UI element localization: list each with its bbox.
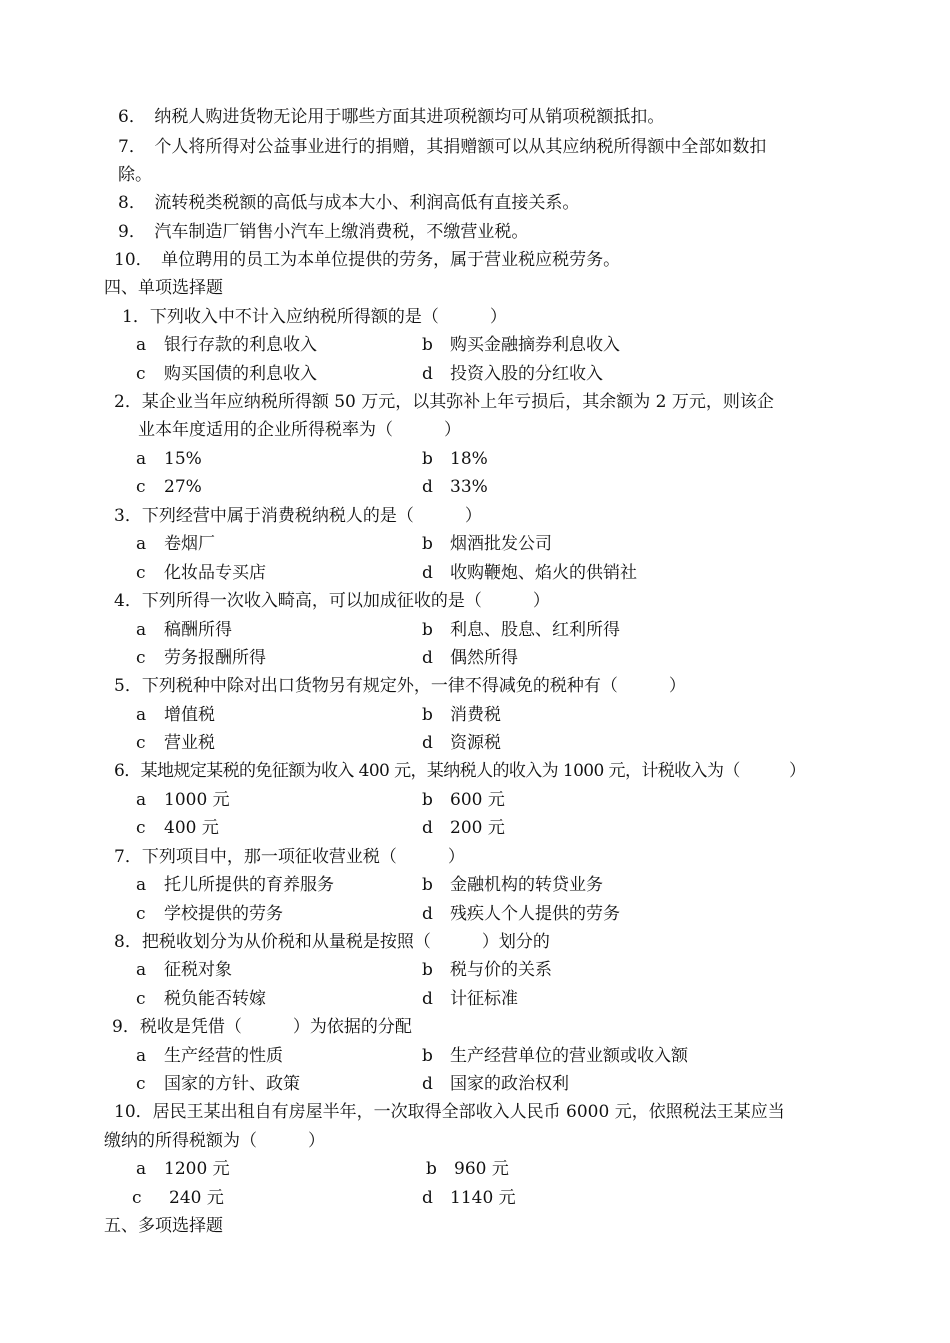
- option-d: d 200 元: [422, 818, 505, 838]
- option-d: d 残疾人个人提供的劳务: [422, 904, 620, 924]
- question-10: 10．居民王某出租自有房屋半年，一次取得全部收入人民币 6000 元，依照税法王某应当: [114, 1102, 785, 1122]
- question-3: 3．下列经营中属于消费税纳税人的是（ ）: [114, 506, 482, 526]
- option-d: d 1140 元: [422, 1188, 516, 1208]
- option-b: b 金融机构的转贷业务: [422, 875, 603, 895]
- option-c: c 化妆品专买店: [136, 563, 266, 583]
- question-2: 2．某企业当年应纳税所得额 50 万元，以其弥补上年亏损后，其余额为 2 万元，则该企: [114, 392, 774, 412]
- option-c: c 国家的方针、政策: [136, 1074, 300, 1094]
- option-a: a 稿酬所得: [136, 620, 232, 640]
- option-a: a 1200 元: [136, 1159, 230, 1179]
- option-d: d 收购鞭炮、焰火的供销社: [422, 563, 637, 583]
- option-c: c 240 元: [132, 1188, 224, 1208]
- option-c: c 劳务报酬所得: [136, 648, 266, 668]
- judgment-item-10: 10． 单位聘用的员工为本单位提供的劳务，属于营业税应税劳务。: [114, 250, 621, 270]
- option-c: c 营业税: [136, 733, 215, 753]
- option-d: d 资源税: [422, 733, 501, 753]
- judgment-item-7-continued: 除。: [118, 165, 152, 185]
- question-2-continued: 业本年度适用的企业所得税率为（ ）: [138, 420, 461, 440]
- question-6: 6．某地规定某税的免征额为收入 400 元，某纳税人的收入为 1000 元，计税收入为（ ）: [114, 761, 806, 781]
- option-d: d 计征标准: [422, 989, 518, 1009]
- question-7: 7．下列项目中，那一项征收营业税（ ）: [114, 847, 465, 867]
- option-c: c 学校提供的劳务: [136, 904, 283, 924]
- option-d: d 国家的政治权利: [422, 1074, 569, 1094]
- question-10-continued: 缴纳的所得税额为（ ）: [104, 1131, 325, 1151]
- option-b: b 烟酒批发公司: [422, 534, 552, 554]
- option-b: b 税与价的关系: [422, 960, 552, 980]
- option-a: a 托儿所提供的育养服务: [136, 875, 334, 895]
- option-c: c 27%: [136, 477, 202, 497]
- question-5: 5．下列税种中除对出口货物另有规定外，一律不得减免的税种有（ ）: [114, 676, 686, 696]
- question-4: 4．下列所得一次收入畸高，可以加成征收的是（ ）: [114, 591, 550, 611]
- option-c: c 400 元: [136, 818, 219, 838]
- option-b: b 600 元: [422, 790, 505, 810]
- option-b: b 购买金融摘券利息收入: [422, 335, 620, 355]
- judgment-item-8: 8． 流转税类税额的高低与成本大小、利润高低有直接关系。: [118, 193, 580, 213]
- option-a: a 生产经营的性质: [136, 1046, 283, 1066]
- option-b: b 消费税: [422, 705, 501, 725]
- option-a: a 卷烟厂: [136, 534, 215, 554]
- option-a: a 增值税: [136, 705, 215, 725]
- option-c: c 税负能否转嫁: [136, 989, 266, 1009]
- option-a: a 1000 元: [136, 790, 230, 810]
- judgment-item-6: 6． 纳税人购进货物无论用于哪些方面其进项税额均可从销项税额抵扣。: [118, 107, 665, 127]
- option-b: b 960 元: [426, 1159, 509, 1179]
- judgment-item-9: 9． 汽车制造厂销售小汽车上缴消费税，不缴营业税。: [118, 222, 529, 242]
- section-title-multiple-choice: 五、多项选择题: [104, 1216, 223, 1236]
- option-d: d 33%: [422, 477, 488, 497]
- option-d: d 投资入股的分红收入: [422, 364, 603, 384]
- option-d: d 偶然所得: [422, 648, 518, 668]
- option-a: a 15%: [136, 449, 202, 469]
- question-9: 9．税收是凭借（ ）为依据的分配: [112, 1017, 412, 1037]
- option-a: a 银行存款的利息收入: [136, 335, 317, 355]
- option-b: b 18%: [422, 449, 488, 469]
- option-a: a 征税对象: [136, 960, 232, 980]
- question-8: 8．把税收划分为从价税和从量税是按照（ ）划分的: [114, 932, 550, 952]
- question-1: 1．下列收入中不计入应纳税所得额的是（ ）: [122, 307, 507, 327]
- option-b: b 生产经营单位的营业额或收入额: [422, 1046, 688, 1066]
- option-b: b 利息、股息、红利所得: [422, 620, 620, 640]
- section-title-single-choice: 四、单项选择题: [104, 278, 223, 298]
- judgment-item-7: 7． 个人将所得对公益事业进行的捐赠，其捐赠额可以从其应纳税所得额中全部如数扣: [118, 137, 767, 157]
- option-c: c 购买国债的利息收入: [136, 364, 317, 384]
